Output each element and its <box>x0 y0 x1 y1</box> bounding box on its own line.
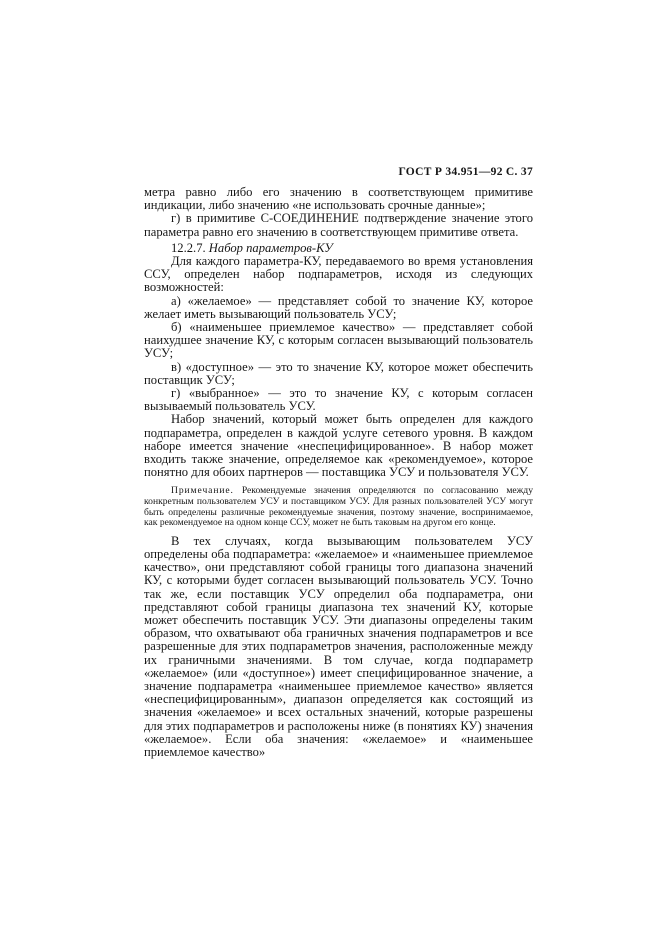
paragraph: г) в примитиве С-СОЕДИНЕНИЕ подтверждение значение этого параметра равно его значению в соответствующем примитиве ответа. <box>144 211 533 239</box>
list-item: г) «выбранное» — это то значение КУ, с которым согласен вызываемый пользователь УСУ. <box>144 386 533 414</box>
page-header: ГОСТ Р 34.951—92 С. 37 <box>398 166 533 178</box>
paragraph: Набор значений, который может быть определен для каждого подпараметра, определен в каждой услуге сетевого уровня. В каждом наборе имеется значение «неспецифицированное». В набор может входить также значение, определяемое как «рекомендуемое», которое понятно для обоих партнеров — поставщика УСУ и пользователя УСУ. <box>144 412 533 480</box>
list-item: в) «доступное» — это то значение КУ, которое может обеспечить поставщик УСУ; <box>144 359 533 387</box>
section-number: 12.2.7. <box>171 240 206 255</box>
body-text <box>144 186 533 759</box>
note <box>144 486 533 528</box>
list-item: а) «желаемое» — представляет собой то значение КУ, которое желает иметь вызывающий пользователь УСУ; <box>144 293 533 321</box>
section-title: Набор параметров-КУ <box>208 240 333 255</box>
paragraph: метра равно либо его значению в соответствующем примитиве индикации, либо значению «не использовать срочные данные»; <box>144 185 533 213</box>
note-label: Примечание. <box>171 485 234 497</box>
paragraph: Для каждого параметра-КУ, передаваемого во время установления ССУ, определен набор подпараметров, исходя из следующих возможностей: <box>144 254 533 295</box>
paragraph: В тех случаях, когда вызывающим пользователем УСУ определены оба подпараметра: «желаемое» и «наименьшее приемлемое качество», они представляют собой границы того диапазона значений КУ, с которыми будет согласен вызывающий пользователь УСУ. Точно так же, если поставщик УСУ определил оба подпараметра, они представляют собой границы диапазона тех значений КУ, которые может обеспечить поставщик УСУ. Эти диапазоны определены таким образом, что охватывают оба граничных значения подпараметров и все разрешенные для этих подпараметров значения, расположенные между их граничными значениями. В том случае, когда подпараметр «желаемое» (или «доступное») имеет специфицированное значение, а значение подпараметра «наименьшее приемлемое качество» является «неспецифицированным», диапазон определяется как состоящий из значения «желаемое» и всех остальных значений, которые разрешены для этих подпараметров и расположены ниже (в понятиях КУ) значения «желаемое». Если оба значения: «желаемое» и «наименьшее приемлемое качество» <box>144 533 533 760</box>
note-text: Рекомендуемые значения определяются по согласованию между конкретным пользователем УСУ и поставщиком УСУ. Для разных пользователей УСУ могут быть определены различные рекомендуемые значения, поэтому значение, воспринимаемое, как рекомендуемое на одном конце ССУ, может не быть таковым на другом его конце. <box>144 485 533 529</box>
list-item: б) «наименьшее приемлемое качество» — представляет собой наихудшее значение КУ, с которым согласен вызывающий пользователь УСУ; <box>144 320 533 361</box>
